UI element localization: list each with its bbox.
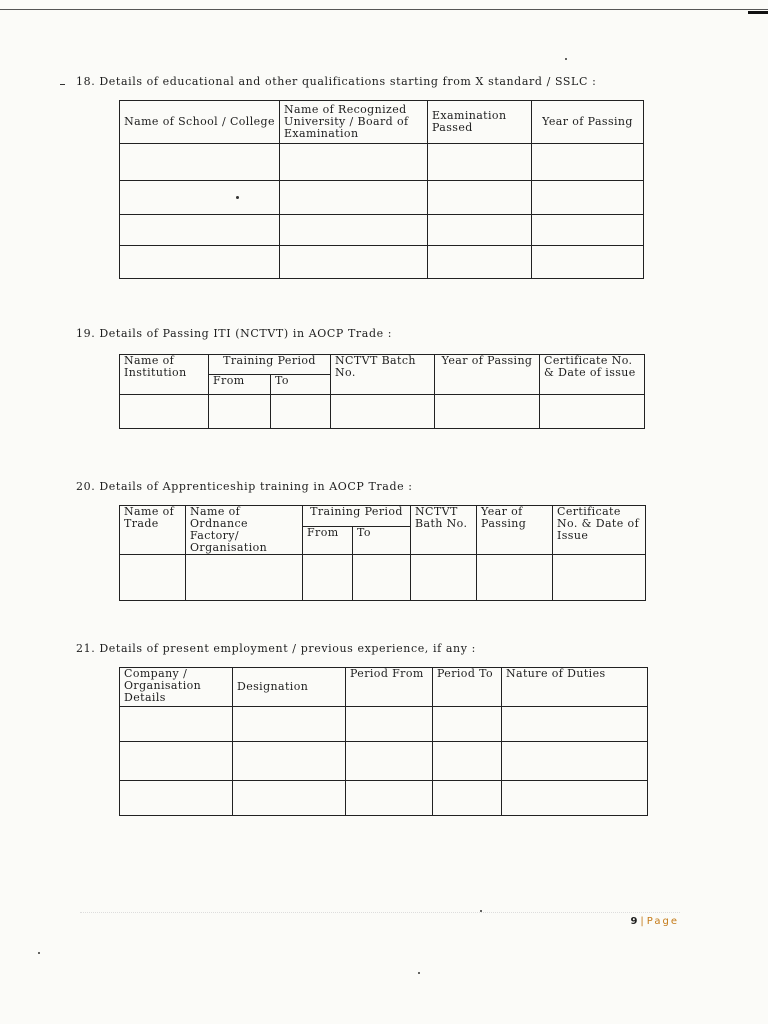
- table-row: [120, 144, 644, 181]
- cell[interactable]: [233, 707, 346, 742]
- section-20-heading: 20. Details of Apprenticeship training in AOCP Trade :: [76, 480, 413, 493]
- cell[interactable]: [120, 707, 233, 742]
- cell[interactable]: [120, 215, 280, 246]
- cell[interactable]: [411, 555, 477, 601]
- header-from: From: [303, 527, 353, 555]
- cell[interactable]: [532, 181, 644, 215]
- table-row: [120, 555, 646, 601]
- header-year: Year of Passing: [477, 506, 553, 555]
- cell[interactable]: [280, 144, 428, 181]
- table-row: [120, 395, 645, 429]
- cell[interactable]: [477, 555, 553, 601]
- table-row: [120, 707, 648, 742]
- header-certificate: Certificate No. & Date of issue: [540, 355, 645, 395]
- cell[interactable]: [502, 742, 648, 781]
- scan-speck: [418, 972, 420, 974]
- cell[interactable]: [433, 742, 502, 781]
- header-designation: Designation: [233, 668, 346, 707]
- cell[interactable]: [120, 742, 233, 781]
- cell[interactable]: [120, 246, 280, 279]
- employment-table: [119, 667, 648, 816]
- header-to: To: [353, 527, 411, 555]
- cell[interactable]: [428, 246, 532, 279]
- margin-dash: [60, 84, 65, 85]
- cell[interactable]: [532, 246, 644, 279]
- page-separator: |: [640, 916, 644, 927]
- header-training-period: Training Period: [209, 355, 331, 375]
- scan-speck: [565, 58, 567, 60]
- cell[interactable]: [353, 555, 411, 601]
- cell[interactable]: [280, 181, 428, 215]
- cell[interactable]: [271, 395, 331, 429]
- page-footer: [630, 916, 679, 927]
- cell[interactable]: [428, 181, 532, 215]
- corner-mark: [748, 11, 768, 14]
- cell[interactable]: [280, 246, 428, 279]
- cell[interactable]: [209, 395, 271, 429]
- header-factory: Name of Ordnance Factory/ Organisation: [186, 506, 303, 555]
- cell[interactable]: [120, 395, 209, 429]
- cell[interactable]: [186, 555, 303, 601]
- scan-speck: [236, 196, 239, 199]
- section-18-heading: 18. Details of educational and other qualifications starting from X standard / SSLC :: [76, 75, 597, 88]
- cell[interactable]: [331, 395, 435, 429]
- cell[interactable]: [433, 781, 502, 816]
- page-word: Page: [646, 916, 679, 927]
- header-period-from: Period From: [346, 668, 433, 707]
- cell[interactable]: [233, 742, 346, 781]
- header-examination: Examination Passed: [428, 101, 532, 144]
- header-certificate: Certificate No. & Date of Issue: [553, 506, 646, 555]
- table-row: [120, 215, 644, 246]
- cell[interactable]: [346, 781, 433, 816]
- cell[interactable]: [532, 144, 644, 181]
- header-from: From: [209, 375, 271, 395]
- header-to: To: [271, 375, 331, 395]
- header-period-to: Period To: [433, 668, 502, 707]
- cell[interactable]: [120, 555, 186, 601]
- cell[interactable]: [428, 215, 532, 246]
- top-edge-line: [0, 9, 768, 10]
- iti-table: [119, 354, 645, 429]
- scan-speck: [38, 952, 40, 954]
- header-company: Company / Organisation Details: [120, 668, 233, 707]
- cell[interactable]: [540, 395, 645, 429]
- cell[interactable]: [346, 742, 433, 781]
- apprenticeship-table: [119, 505, 646, 601]
- table-row: [120, 781, 648, 816]
- cell[interactable]: [233, 781, 346, 816]
- section-19-heading: 19. Details of Passing ITI (NCTVT) in AOCP Trade :: [76, 327, 393, 340]
- cell[interactable]: [435, 395, 540, 429]
- cell[interactable]: [553, 555, 646, 601]
- header-trade: Name of Trade: [120, 506, 186, 555]
- footer-rule: [80, 912, 680, 913]
- header-school: Name of School / College: [120, 101, 280, 144]
- page-number: 9: [630, 916, 638, 927]
- header-institution: Name of Institution: [120, 355, 209, 395]
- cell[interactable]: [532, 215, 644, 246]
- section-21-heading: 21. Details of present employment / previous experience, if any :: [76, 642, 476, 655]
- header-nctvt: NCTVT Batch No.: [331, 355, 435, 395]
- cell[interactable]: [120, 181, 280, 215]
- header-nature-of-duties: Nature of Duties: [502, 668, 648, 707]
- header-year: Year of Passing: [532, 101, 644, 144]
- header-university: Name of Recognized University / Board of Examination: [280, 101, 428, 144]
- table-row: [120, 742, 648, 781]
- cell[interactable]: [303, 555, 353, 601]
- cell[interactable]: [428, 144, 532, 181]
- table-row: [120, 181, 644, 215]
- cell[interactable]: [502, 707, 648, 742]
- cell[interactable]: [120, 781, 233, 816]
- header-training-period: Training Period: [303, 506, 411, 527]
- cell[interactable]: [433, 707, 502, 742]
- cell[interactable]: [120, 144, 280, 181]
- cell[interactable]: [346, 707, 433, 742]
- header-nctvt: NCTVT Bath No.: [411, 506, 477, 555]
- qualifications-table: [119, 100, 644, 279]
- table-row: [120, 246, 644, 279]
- header-year: Year of Passing: [435, 355, 540, 395]
- cell[interactable]: [502, 781, 648, 816]
- cell[interactable]: [280, 215, 428, 246]
